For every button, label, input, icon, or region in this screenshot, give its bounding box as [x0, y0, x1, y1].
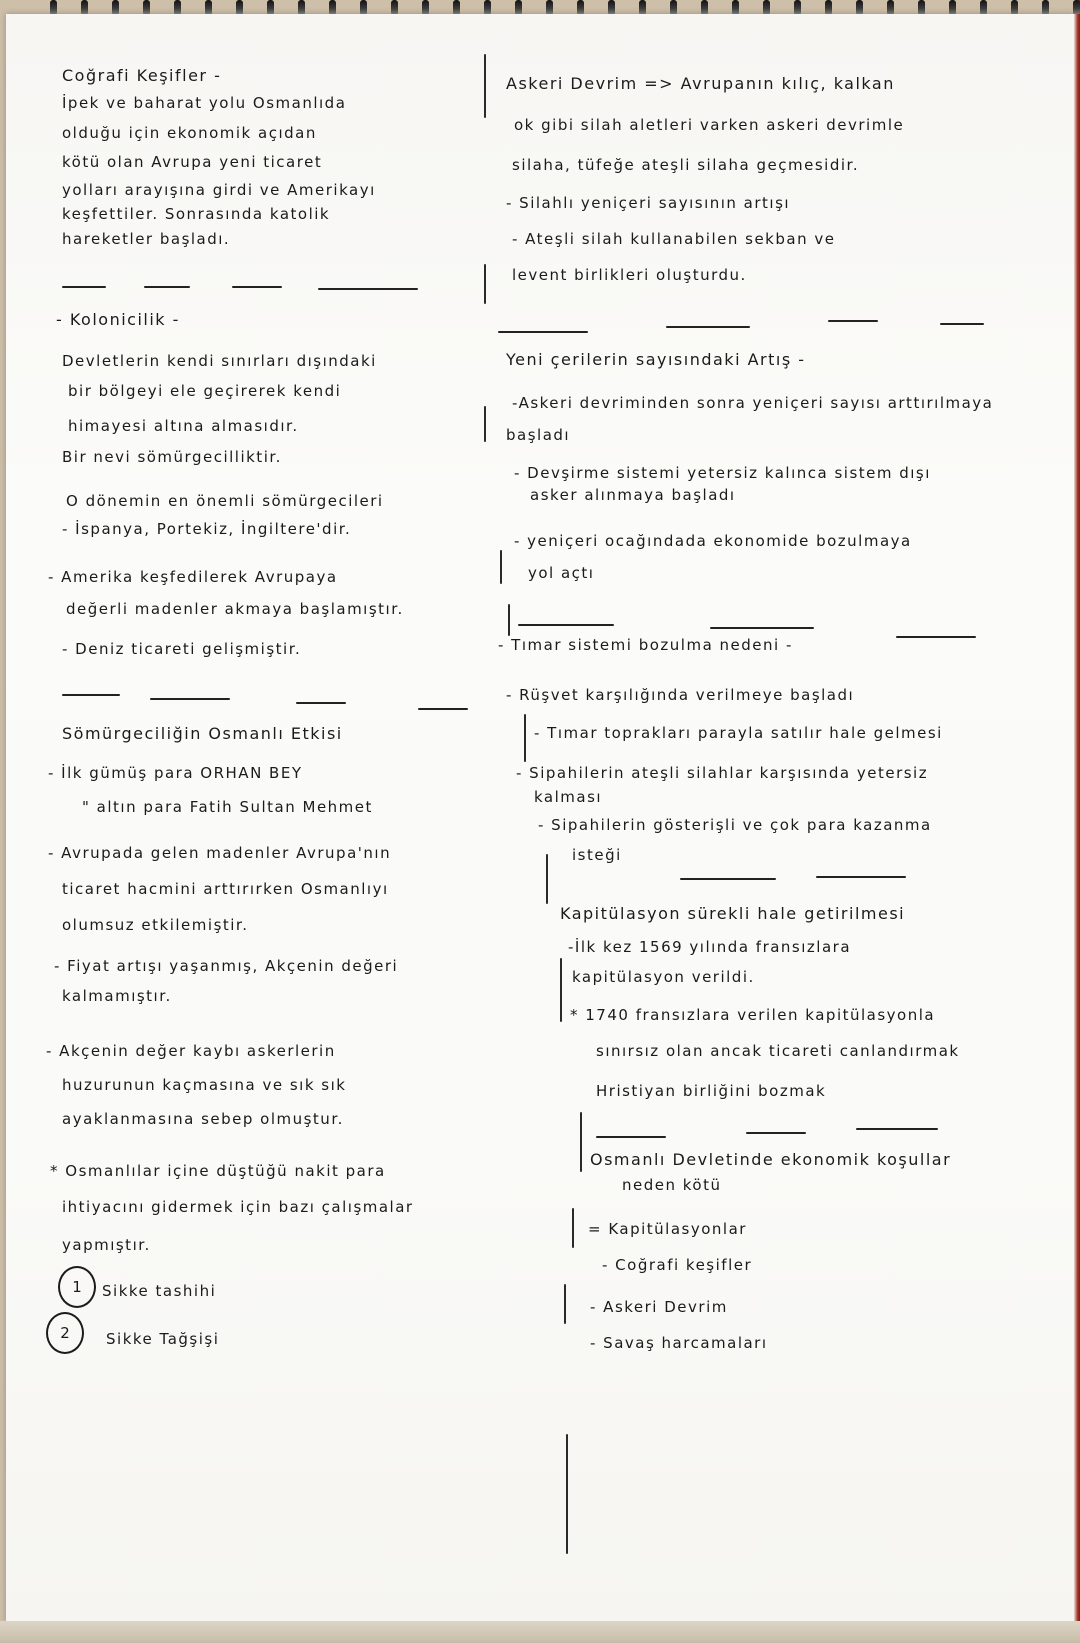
note-line: Devletlerin kendi sınırları dışındaki — [62, 352, 377, 370]
spiral-binding — [50, 0, 1080, 16]
column-divider — [566, 1434, 568, 1554]
note-line: - Deniz ticareti gelişmiştir. — [62, 640, 302, 658]
divider-line — [940, 323, 984, 325]
left-section-2-title: - Kolonicilik - — [56, 310, 180, 329]
column-divider — [484, 54, 486, 118]
column-divider — [546, 854, 548, 904]
note-line: = Kapitülasyonlar — [588, 1220, 747, 1238]
table-surface — [0, 1621, 1080, 1643]
note-line: - Askeri Devrim — [590, 1298, 728, 1316]
note-line: " altın para Fatih Sultan Mehmet — [82, 798, 373, 816]
column-divider — [524, 714, 526, 762]
note-line: * Osmanlılar içine düştüğü nakit para — [50, 1162, 386, 1180]
note-line: olumsuz etkilemiştir. — [62, 916, 249, 934]
note-line: başladı — [506, 426, 571, 444]
divider-line — [498, 331, 588, 333]
note-line: kötü olan Avrupa yeni ticaret — [62, 153, 323, 171]
note-line: - Amerika keşfedilerek Avrupaya — [48, 568, 338, 586]
divider-line — [856, 1128, 938, 1130]
note-line: -Askeri devriminden sonra yeniçeri sayısı arttırılmaya — [512, 394, 994, 412]
left-section-1-title: Coğrafi Keşifler - — [62, 66, 222, 85]
divider-line — [150, 698, 230, 700]
divider-line — [596, 1136, 666, 1138]
divider-line — [418, 708, 468, 710]
note-line: huzurunun kaçmasına ve sık sık — [62, 1076, 347, 1094]
note-line: ticaret hacmini arttırırken Osmanlıyı — [62, 880, 389, 898]
divider-line — [828, 320, 878, 322]
note-line: ihtiyacını gidermek için bazı çalışmalar — [62, 1198, 414, 1216]
note-line: bir bölgeyi ele geçirerek kendi — [68, 382, 342, 400]
note-line: - Ateşli silah kullanabilen sekban ve — [512, 230, 836, 248]
column-divider — [560, 958, 562, 1022]
divider-line — [816, 876, 906, 878]
number-circle-1 — [58, 1266, 96, 1308]
note-line: - Sipahilerin ateşli silahlar karşısında yetersiz — [516, 764, 929, 782]
note-line: - Silahlı yeniçeri sayısının artışı — [506, 194, 791, 212]
note-line: kalması — [534, 788, 603, 806]
right-section-5-title: Osmanlı Devletinde ekonomik koşullar — [590, 1150, 952, 1169]
divider-line — [318, 288, 418, 290]
divider-line — [746, 1132, 806, 1134]
column-divider — [508, 604, 510, 636]
note-line: yapmıştır. — [62, 1236, 151, 1254]
column-divider — [484, 264, 486, 304]
divider-line — [896, 636, 976, 638]
note-line: değerli madenler akmaya başlamıştır. — [66, 600, 404, 618]
note-line: ok gibi silah aletleri varken askeri devrimle — [514, 116, 905, 134]
divider-line — [62, 694, 120, 696]
note-line: - Sipahilerin gösterişli ve çok para kazanma — [538, 816, 932, 834]
note-line: - Avrupada gelen madenler Avrupa'nın — [48, 844, 392, 862]
note-line: Bir nevi sömürgecilliktir. — [62, 448, 282, 466]
note-line: O dönemin en önemli sömürgecileri — [66, 492, 384, 510]
note-line: * 1740 fransızlara verilen kapitülasyonla — [570, 1006, 936, 1024]
note-line: - yeniçeri ocağındada ekonomide bozulmaya — [514, 532, 912, 550]
note-line: - İspanya, Portekiz, İngiltere'dir. — [62, 520, 352, 538]
note-line: himayesi altına almasıdır. — [68, 417, 299, 435]
note-line: - İlk gümüş para ORHAN BEY — [48, 764, 303, 782]
note-line: sınırsız olan ancak ticareti canlandırmak — [596, 1042, 960, 1060]
note-line: - Akçenin değer kaybı askerlerin — [46, 1042, 336, 1060]
notebook-cover-edge — [1074, 0, 1080, 1643]
number-label: 1 — [72, 1278, 82, 1296]
notebook-page — [6, 14, 1074, 1622]
note-line: Askeri Devrim => Avrupanın kılıç, kalkan — [506, 74, 895, 93]
note-line: yol açtı — [528, 564, 595, 582]
note-line: - Rüşvet karşılığında verilmeye başladı — [506, 686, 855, 704]
right-section-3-title: - Tımar sistemi bozulma nedeni - — [498, 636, 793, 654]
number-label: 2 — [60, 1324, 70, 1342]
note-line: yolları arayışına girdi ve Amerikayı — [62, 181, 376, 199]
note-line: asker alınmaya başladı — [530, 486, 736, 504]
divider-line — [710, 627, 814, 629]
divider-line — [296, 702, 346, 704]
note-line: - Coğrafi keşifler — [602, 1256, 753, 1274]
divider-line — [62, 286, 106, 288]
note-line: levent birlikleri oluşturdu. — [512, 266, 747, 284]
column-divider — [580, 1112, 582, 1172]
divider-line — [518, 624, 614, 626]
right-section-5-subtitle: neden kötü — [622, 1176, 722, 1194]
column-divider — [572, 1208, 574, 1248]
numbered-item: Sikke Tağşişi — [106, 1330, 220, 1348]
note-line: keşfettiler. Sonrasında katolik — [62, 205, 331, 223]
left-section-3-title: Sömürgeciliğin Osmanlı Etkisi — [62, 724, 343, 743]
note-line: - Fiyat artışı yaşanmış, Akçenin değeri — [54, 957, 399, 975]
note-line: kalmamıştır. — [62, 987, 172, 1005]
note-line: - Tımar toprakları parayla satılır hale gelmesi — [534, 724, 943, 742]
note-line: Hristiyan birliğini bozmak — [596, 1082, 827, 1100]
numbered-item: Sikke tashihi — [102, 1282, 217, 1300]
number-circle-2 — [46, 1312, 84, 1354]
note-line: olduğu için ekonomik açıdan — [62, 124, 317, 142]
right-section-2-title: Yeni çerilerin sayısındaki Artış - — [506, 350, 806, 369]
divider-line — [144, 286, 190, 288]
note-line: isteği — [572, 846, 622, 864]
note-line: hareketler başladı. — [62, 230, 231, 248]
note-line: -İlk kez 1569 yılında fransızlara — [568, 938, 852, 956]
note-line: kapitülasyon verildi. — [572, 968, 755, 986]
note-line: İpek ve baharat yolu Osmanlıda — [62, 94, 347, 112]
note-line: - Devşirme sistemi yetersiz kalınca sistem dışı — [514, 464, 931, 482]
column-divider — [484, 406, 486, 442]
column-divider — [500, 550, 502, 584]
divider-line — [666, 326, 750, 328]
right-section-4-title: Kapitülasyon sürekli hale getirilmesi — [560, 904, 906, 923]
divider-line — [680, 878, 776, 880]
note-line: ayaklanmasına sebep olmuştur. — [62, 1110, 344, 1128]
divider-line — [232, 286, 282, 288]
note-line: - Savaş harcamaları — [590, 1334, 768, 1352]
note-line: silaha, tüfeğe ateşli silaha geçmesidir. — [512, 156, 860, 174]
column-divider — [564, 1284, 566, 1324]
